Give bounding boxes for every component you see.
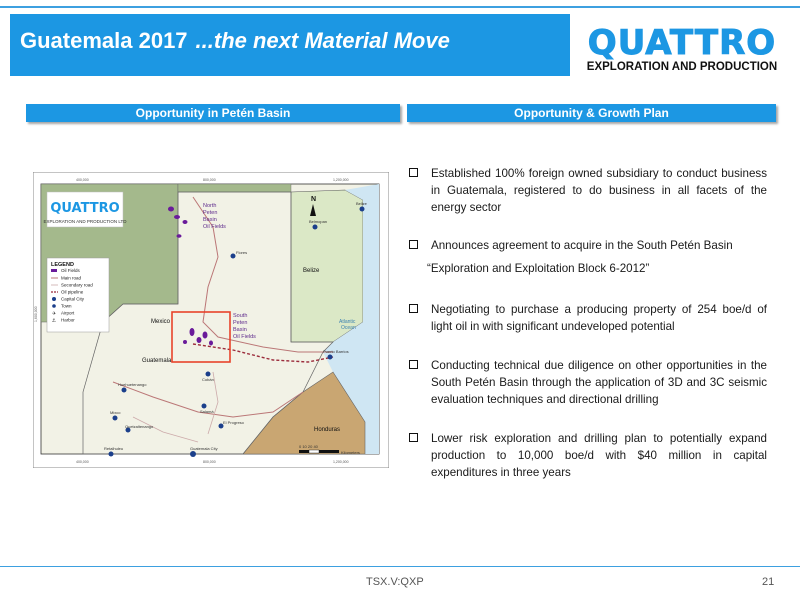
left-section-header: Opportunity in Petén Basin (26, 104, 400, 122)
growth-plan-bullets (405, 165, 767, 481)
city-dot (328, 355, 333, 360)
label-city: Belmopan (309, 219, 328, 224)
city-dot (113, 416, 118, 421)
oil-field (183, 220, 188, 224)
company-logo (578, 23, 786, 76)
peten-basin-map (33, 172, 389, 468)
checkbox-bullet-icon (409, 360, 418, 369)
legend-item: Town (61, 303, 72, 309)
grid-label: 1,200,000 (333, 178, 349, 182)
label-city: Huehuetenango (118, 382, 147, 387)
label-honduras: Honduras (314, 427, 341, 433)
scale-ticks: 0 10 20 40 (299, 444, 318, 449)
label-north-basin: Basin (203, 217, 217, 223)
checkbox-bullet-icon (409, 433, 418, 442)
map-logo-tag: EXPLORATION AND PRODUCTION LTD (43, 219, 127, 224)
label-ocean: Atlantic (339, 319, 356, 325)
bullet-item: Lower risk exploration and drilling plan to potentially expand production to 10,000 boe/d with $40 million in capital expenditures in three years (405, 430, 767, 481)
oil-field (209, 341, 213, 346)
grid-label: 1,200,000 (333, 460, 349, 464)
label-mexico: Mexico (151, 319, 171, 325)
label-city: Mixco (110, 410, 121, 415)
oil-field (203, 332, 208, 339)
city-dot (202, 404, 207, 409)
slide-title: Guatemala 2017 ...the next Material Move (20, 28, 450, 53)
legend-item: Oil Fields (61, 268, 80, 273)
label-city: Salamá (200, 409, 214, 414)
oil-field (174, 215, 180, 219)
map-svg (33, 172, 389, 468)
label-north-basin: Oil Fields (203, 224, 226, 230)
legend-item: Oil pipeline (61, 289, 84, 295)
oil-field (177, 234, 182, 238)
oil-field (197, 337, 202, 343)
legend-swatch-airport: ✈ (52, 311, 57, 317)
city-dot (122, 388, 127, 393)
right-section-header: Opportunity & Growth Plan (407, 104, 776, 122)
label-south-basin: Peten (233, 320, 248, 326)
checkbox-bullet-icon (409, 168, 418, 177)
city-dot (360, 207, 365, 212)
city-dot (206, 372, 211, 377)
scale-bar (299, 450, 309, 453)
label-north-basin: Peten (203, 210, 218, 216)
capital-city-dot (190, 451, 196, 457)
oil-field (183, 340, 187, 344)
legend-item: Capital City (61, 296, 85, 302)
logo-tagline: EXPLORATION AND PRODUCTION (586, 61, 778, 73)
grid-label: 1,600,000 (34, 306, 38, 322)
bottom-accent-line (0, 566, 800, 567)
bullet-item: Established 100% foreign owned subsidiary to conduct business in Guatemala, registered to do business in all facets of the energy sector (405, 165, 767, 216)
slide-subtitle: ...the next Material Move (195, 28, 450, 53)
label-south-basin: Oil Fields (233, 334, 256, 340)
legend-item: Harbor (61, 317, 75, 323)
scale-unit: Kilometers (341, 450, 360, 455)
city-dot (231, 254, 236, 259)
map-logo-word: QUATTRO (50, 201, 120, 216)
legend-title: LEGEND (51, 262, 74, 268)
scale-bar (319, 450, 339, 453)
legend-swatch-capital (52, 297, 56, 301)
bullet-continuation: “Exploration and Exploitation Block 6-2012” (427, 262, 650, 275)
legend-swatch-oil-fields (51, 269, 57, 272)
legend-item: Airport (61, 310, 75, 316)
label-city: Puerto Barrios (323, 349, 349, 354)
page-number: 21 (762, 576, 775, 588)
label-south-basin: South (233, 313, 248, 319)
label-city: Flores (236, 250, 248, 255)
north-label: N (311, 196, 317, 203)
legend-swatch-town (52, 304, 56, 308)
legend-swatch-harbor: ⚓ (51, 318, 56, 324)
label-city: Quetzaltenango (125, 424, 154, 429)
title-bar (10, 14, 570, 76)
label-city: Retalhuleu (104, 446, 124, 451)
label-ocean: Ocean (341, 325, 356, 331)
label-belize: Belize (303, 268, 320, 274)
grid-label: 400,000 (76, 460, 89, 464)
label-north-basin: North (203, 203, 217, 209)
label-city: El Progreso (223, 420, 244, 425)
label-city: Belize (356, 201, 367, 206)
checkbox-bullet-icon (409, 240, 418, 249)
grid-label: 400,000 (76, 178, 89, 182)
city-dot (109, 452, 114, 457)
bullet-item: Conducting technical due diligence on other opportunities in the South Petén Basin through the application of 3D and 3C seismic evaluation techniques and directional drilling (405, 357, 767, 408)
label-guatemala: Guatemala (142, 358, 172, 364)
grid-label: 800,000 (203, 460, 216, 464)
city-dot (313, 225, 318, 230)
logo-wordmark: QUATTRO (587, 23, 777, 63)
scale-bar (309, 450, 319, 453)
oil-field (190, 328, 195, 336)
label-city: Guatemala City (190, 446, 218, 451)
oil-field (168, 207, 174, 212)
bullet-item: Announces agreement to acquire in the South Petén Basin (405, 237, 767, 254)
checkbox-bullet-icon (409, 304, 418, 313)
mexico-land-north (178, 184, 291, 192)
footer-ticker: TSX.V:QXP (366, 576, 424, 588)
label-south-basin: Basin (233, 327, 247, 333)
top-accent-line (0, 6, 800, 8)
legend-item: Secondary road (61, 282, 93, 288)
grid-label: 800,000 (203, 178, 216, 182)
label-city: Cobán (202, 377, 214, 382)
bullet-item: Negotiating to purchase a producing property of 254 boe/d of light oil in with significant undeveloped potential (405, 301, 767, 335)
legend-item: Main road (61, 275, 82, 281)
